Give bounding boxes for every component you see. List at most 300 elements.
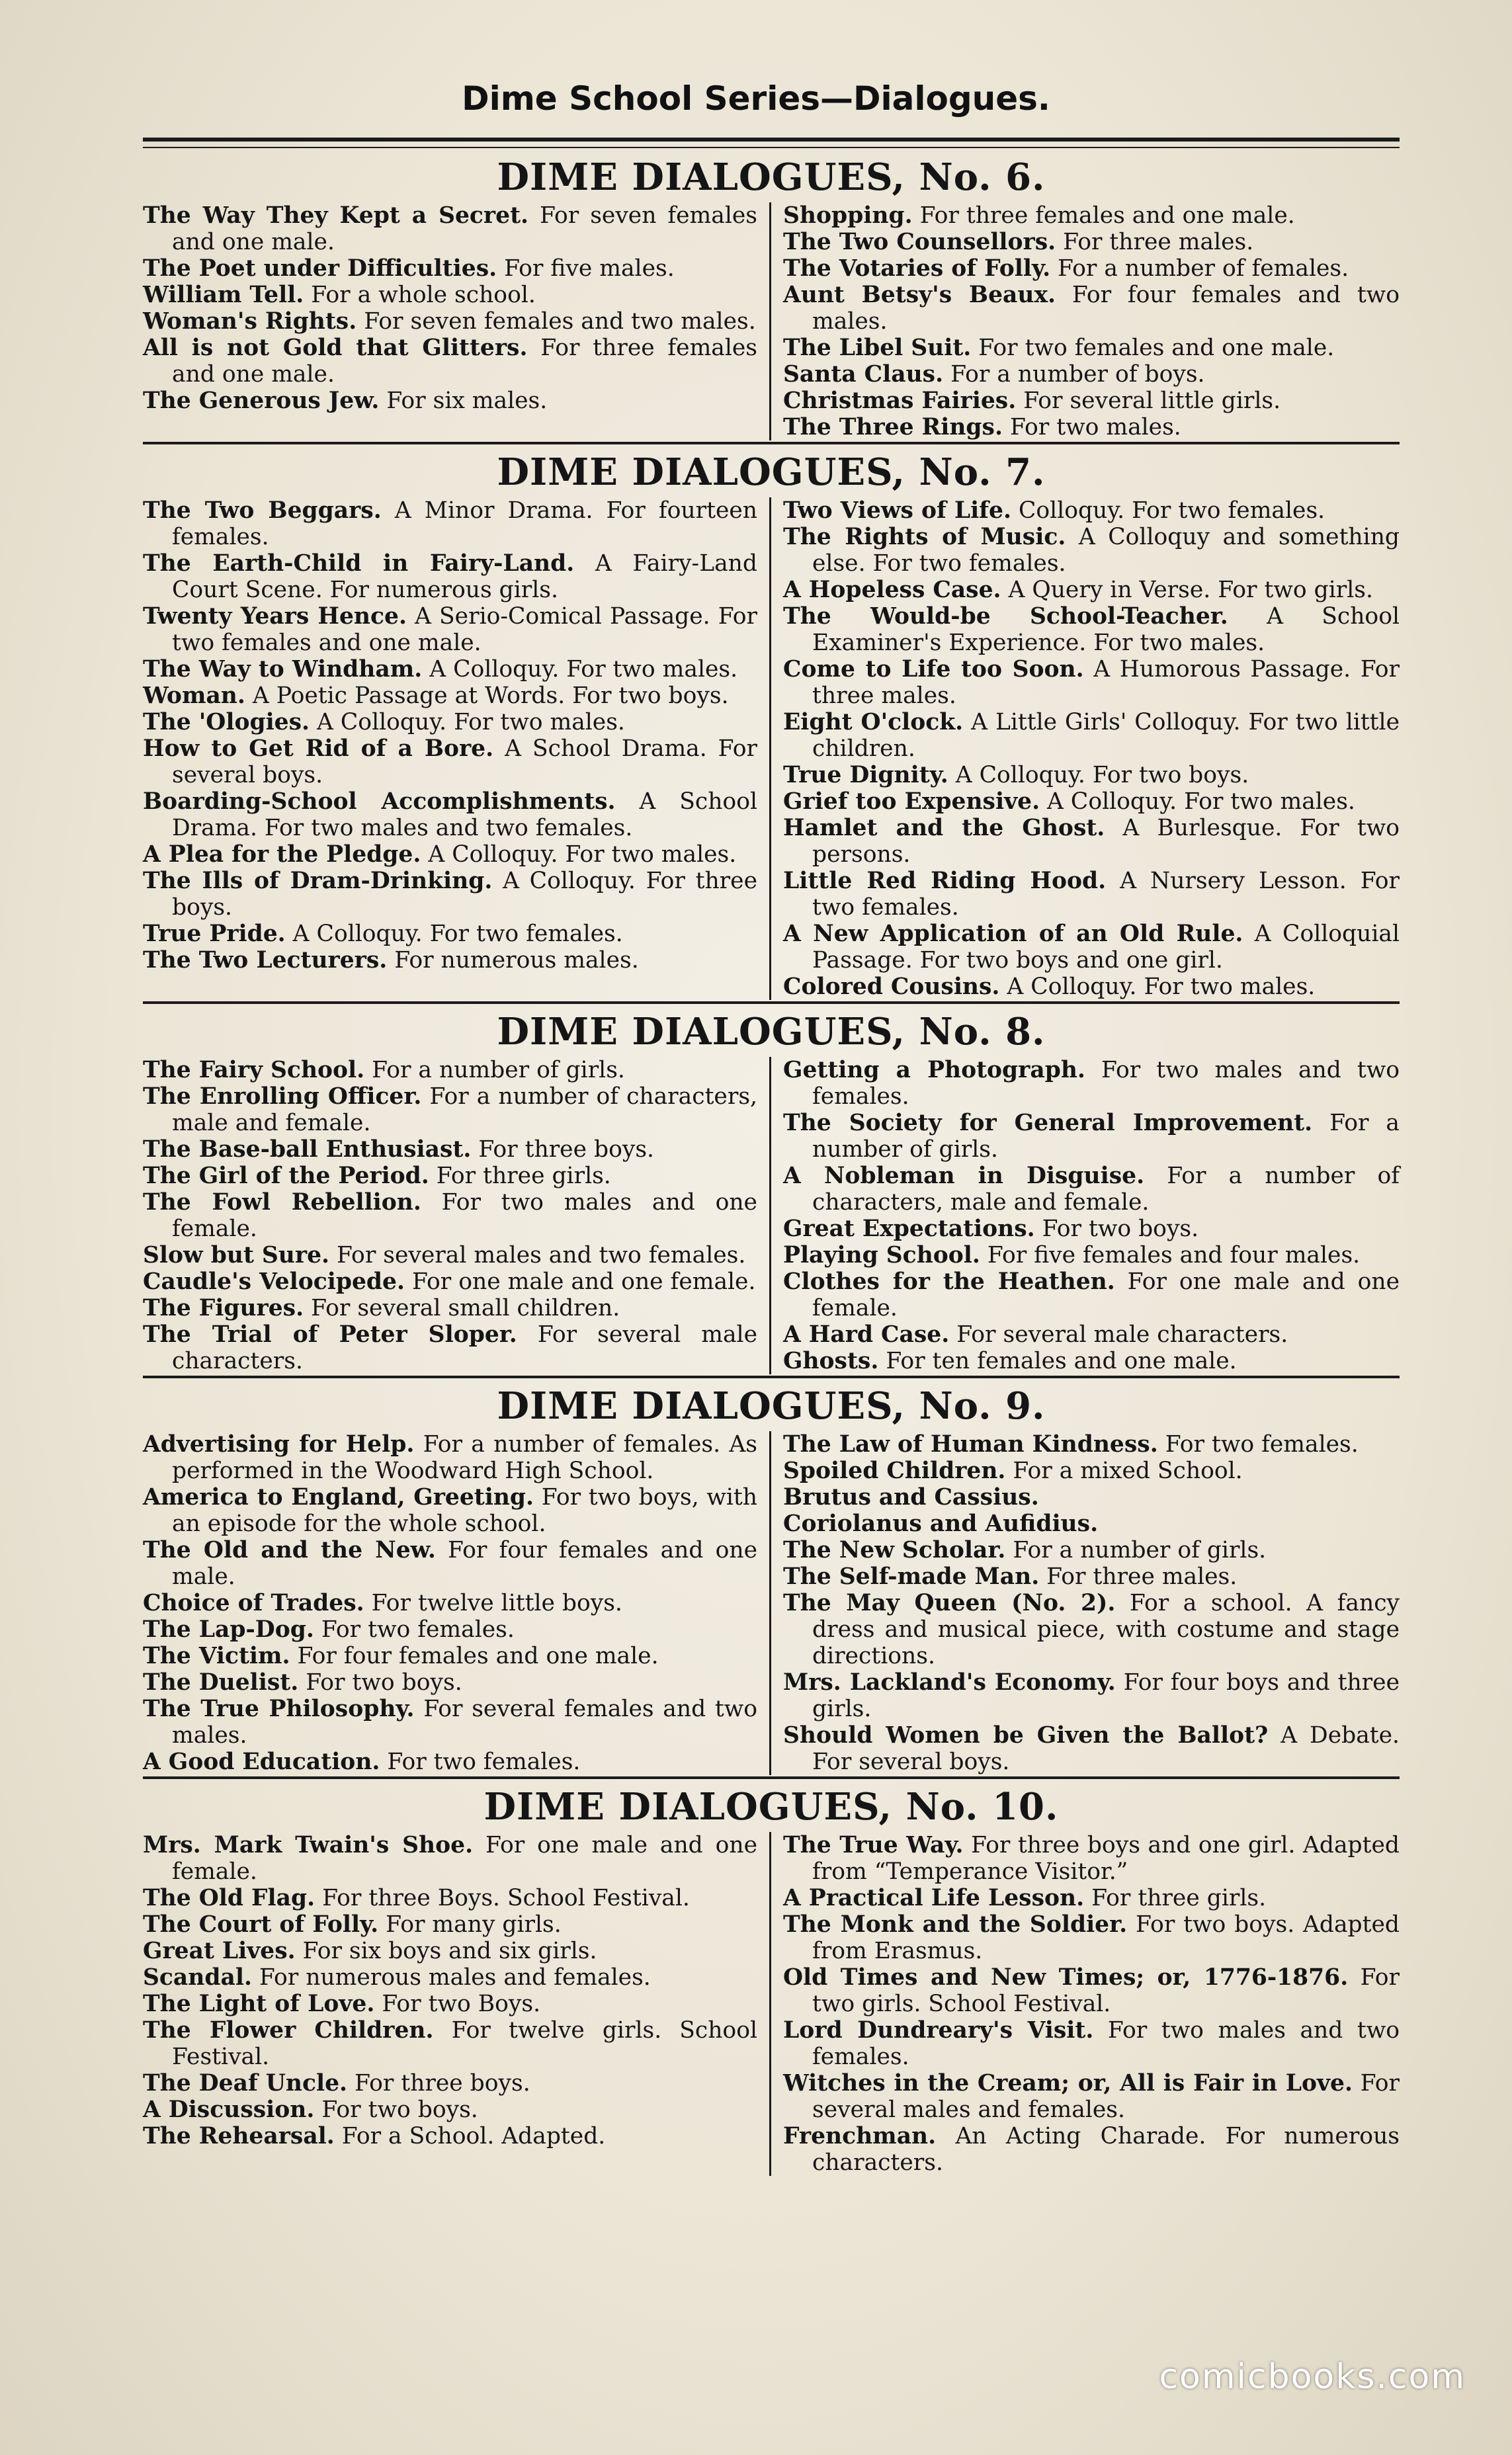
dialogue-entry <box>143 921 757 947</box>
dialogue-entry <box>143 308 757 335</box>
dialogue-title: William Tell. <box>143 282 304 308</box>
dialogue-title: The Earth-Child in Fairy-Land. <box>143 550 575 577</box>
section-heading: DIME DIALOGUES, No. 7. <box>497 450 1046 494</box>
dialogue-description: For two males and two females. <box>812 2017 1400 2070</box>
dialogue-title: The Monk and the Soldier. <box>783 1911 1128 1938</box>
dialogue-description: For a number of characters, male and female. <box>812 1163 1400 1216</box>
dialogue-description: For several males and females. <box>812 2070 1400 2123</box>
dialogue-description: For several male characters. <box>172 1321 758 1374</box>
dialogue-description: For seven females and two males. <box>364 308 756 335</box>
dialogue-description: A Colloquy and something else. For two females. <box>812 524 1400 577</box>
dialogue-description: A Query in Verse. For two girls. <box>1008 577 1373 603</box>
dialogue-title: Woman's Rights. <box>143 308 357 335</box>
dialogue-description: For two females and one male. <box>978 335 1335 361</box>
dialogue-entry <box>143 868 757 921</box>
dialogue-title: All is not Gold that Glitters. <box>143 335 528 361</box>
dialogue-title: Old Times and New Times; or, 1776-1876. <box>783 1964 1349 1991</box>
running-head: Dime School Series—Dialogues. <box>462 79 1050 118</box>
right-column <box>771 1057 1400 1374</box>
dialogue-entry <box>143 2070 757 2097</box>
dialogue-entry <box>143 1136 757 1163</box>
dialogue-title: The Victim. <box>143 1643 290 1669</box>
dialogue-entry <box>783 1911 1400 1964</box>
dialogue-description: Colloquy. For two females. <box>1018 497 1325 524</box>
dialogue-title: The Enrolling Officer. <box>143 1083 422 1110</box>
dialogue-entry <box>783 974 1400 1000</box>
dialogue-title: Slow but Sure. <box>143 1242 330 1269</box>
dialogue-title: True Pride. <box>143 921 286 947</box>
dialogue-entry <box>783 1269 1400 1321</box>
dialogue-description: For two males and two females. <box>812 1057 1400 1110</box>
dialogue-description: For one male and one female. <box>172 1832 757 1885</box>
dialogue-entry <box>783 1163 1400 1216</box>
dialogue-title: Great Expectations. <box>783 1216 1035 1242</box>
dialogue-title: America to England, Greeting. <box>143 1484 534 1511</box>
watermark: comicbooks.com <box>1159 2357 1466 2397</box>
dialogue-title: The Duelist. <box>143 1669 299 1696</box>
dialogue-entry <box>783 1216 1400 1242</box>
dialogue-description: For two females. <box>1165 1431 1359 1458</box>
dialogue-description: A Colloquy. For two males. <box>429 656 738 683</box>
dialogue-entry <box>143 1269 757 1295</box>
dialogue-description: For four females and one male. <box>297 1643 659 1669</box>
dialogue-entry <box>783 202 1400 229</box>
two-column-list <box>143 202 1400 440</box>
dialogue-entry <box>143 550 757 603</box>
dialogue-entry <box>143 947 757 974</box>
dialogue-entry <box>783 414 1400 440</box>
dialogue-title: Great Lives. <box>143 1938 296 1964</box>
dialogue-title: The Way They Kept a Secret. <box>143 202 529 229</box>
dialogue-section <box>143 1776 1400 2176</box>
section-heading: DIME DIALOGUES, No. 8. <box>497 1010 1046 1054</box>
dialogue-title: Shopping. <box>783 202 913 229</box>
dialogue-title: The Three Rings. <box>783 414 1003 440</box>
dialogue-description: For several little girls. <box>1023 388 1281 414</box>
dialogue-entry <box>783 229 1400 255</box>
right-column <box>771 1832 1400 2176</box>
dialogue-entry <box>783 762 1400 788</box>
dialogue-title: A Nobleman in Disguise. <box>783 1163 1145 1189</box>
dialogue-entry <box>783 282 1400 335</box>
dialogue-title: Clothes for the Heathen. <box>783 1269 1115 1295</box>
dialogue-entry <box>143 1964 757 1991</box>
dialogue-description: A Minor Drama. For fourteen females. <box>172 497 757 550</box>
dialogue-description: For three females and one male. <box>919 202 1295 229</box>
right-column <box>771 202 1400 440</box>
dialogue-entry <box>783 1431 1400 1458</box>
dialogue-description: For two boys. <box>306 1669 462 1696</box>
dialogue-entry <box>783 1537 1400 1563</box>
dialogue-description: A Colloquy. For two females. <box>292 921 623 947</box>
dialogue-title: The Flower Children. <box>143 2017 434 2044</box>
section-divider <box>143 442 1400 444</box>
dialogue-title: The Base-ball Enthusiast. <box>143 1136 472 1163</box>
dialogue-description: For four females and one male. <box>172 1537 757 1590</box>
dialogue-title: True Dignity. <box>783 762 948 788</box>
dialogue-entry <box>143 1749 757 1775</box>
dialogue-description: For three males. <box>1046 1563 1238 1590</box>
dialogue-title: A Discussion. <box>143 2097 315 2123</box>
dialogue-description: For two boys. <box>1042 1216 1199 1242</box>
dialogue-entry <box>783 2123 1400 2176</box>
dialogue-title: The Fairy School. <box>143 1057 365 1083</box>
dialogue-catalog <box>143 153 1400 2176</box>
dialogue-title: Santa Claus. <box>783 361 944 388</box>
dialogue-title: The Generous Jew. <box>143 388 380 414</box>
dialogue-title: Mrs. Lackland's Economy. <box>783 1669 1116 1696</box>
dialogue-description: For three boys. <box>478 1136 655 1163</box>
dialogue-entry <box>143 1083 757 1136</box>
dialogue-entry <box>783 656 1400 709</box>
dialogue-entry <box>143 735 757 788</box>
section-divider <box>143 1376 1400 1378</box>
dialogue-title: Colored Cousins. <box>783 974 1000 1000</box>
dialogue-description: A School Drama. For several boys. <box>172 735 757 788</box>
left-column <box>143 1057 771 1374</box>
dialogue-description: For three boys. <box>355 2070 530 2097</box>
dialogue-title: The Society for General Improvement. <box>783 1110 1313 1136</box>
dialogue-description: For twelve girls. School Festival. <box>172 2017 758 2070</box>
dialogue-title: Come to Life too Soon. <box>783 656 1084 683</box>
dialogue-entry <box>783 1964 1400 2017</box>
dialogue-description: For numerous males and females. <box>259 1964 651 1991</box>
dialogue-title: A New Application of an Old Rule. <box>783 921 1243 947</box>
dialogue-title: The Fowl Rebellion. <box>143 1189 421 1216</box>
dialogue-entry <box>143 1431 757 1484</box>
dialogue-title: Coriolanus and Aufidius. <box>783 1511 1099 1537</box>
dialogue-entry <box>143 1938 757 1964</box>
dialogue-description: For five males. <box>504 255 675 282</box>
dialogue-title: Twenty Years Hence. <box>143 603 407 630</box>
dialogue-title: The Rehearsal. <box>143 2123 335 2149</box>
dialogue-description: For three girls. <box>436 1163 611 1189</box>
left-column <box>143 1832 771 2176</box>
dialogue-entry <box>143 683 757 709</box>
dialogue-title: The Two Counsellors. <box>783 229 1056 255</box>
dialogue-entry <box>783 1590 1400 1669</box>
dialogue-description: A Little Girls' Colloquy. For two little children. <box>812 709 1400 762</box>
dialogue-title: Little Red Riding Hood. <box>783 868 1107 894</box>
dialogue-title: The Law of Human Kindness. <box>783 1431 1158 1458</box>
dialogue-entry <box>143 841 757 868</box>
dialogue-entry <box>143 1242 757 1269</box>
dialogue-entry <box>143 709 757 735</box>
dialogue-entry <box>143 1590 757 1616</box>
two-column-list <box>143 497 1400 1000</box>
dialogue-title: Hamlet and the Ghost. <box>783 815 1105 841</box>
dialogue-section <box>143 153 1400 440</box>
dialogue-entry <box>783 1832 1400 1885</box>
dialogue-title: The Votaries of Folly. <box>783 255 1051 282</box>
dialogue-title: Getting a Photograph. <box>783 1057 1085 1083</box>
two-column-list <box>143 1832 1400 2176</box>
dialogue-title: The Rights of Music. <box>783 524 1066 550</box>
dialogue-title: The True Philosophy. <box>143 1696 415 1722</box>
dialogue-entry <box>783 1563 1400 1590</box>
dialogue-entry <box>783 335 1400 361</box>
dialogue-entry <box>783 1885 1400 1911</box>
dialogue-title: Should Women be Given the Ballot? <box>783 1722 1269 1749</box>
dialogue-entry <box>143 603 757 656</box>
section-divider <box>143 1001 1400 1004</box>
dialogue-entry <box>143 1295 757 1321</box>
dialogue-title: The 'Ologies. <box>143 709 310 735</box>
dialogue-description: For several small children. <box>311 1295 620 1321</box>
dialogue-title: The Trial of Peter Sloper. <box>143 1321 517 1348</box>
dialogue-description: For two boys. <box>321 2097 478 2123</box>
dialogue-title: The Libel Suit. <box>783 335 972 361</box>
dialogue-entry <box>783 1242 1400 1269</box>
dialogue-entry <box>143 1616 757 1643</box>
top-rule <box>143 138 1400 142</box>
dialogue-entry <box>143 656 757 683</box>
dialogue-description: A School Drama. For two males and two females. <box>172 788 757 841</box>
dialogue-entry <box>143 497 757 550</box>
dialogue-entry <box>143 2097 757 2123</box>
dialogue-title: The Deaf Uncle. <box>143 2070 348 2097</box>
dialogue-description: A School Examiner's Experience. For two males. <box>812 603 1400 656</box>
dialogue-description: A Colloquy. For two males. <box>1047 788 1355 815</box>
left-column <box>143 1431 771 1775</box>
dialogue-description: A Burlesque. For two persons. <box>812 815 1400 868</box>
dialogue-description: A Nursery Lesson. For two females. <box>812 868 1400 921</box>
dialogue-title: Grief too Expensive. <box>783 788 1040 815</box>
dialogue-entry <box>143 1991 757 2017</box>
dialogue-description: For twelve little boys. <box>371 1590 622 1616</box>
dialogue-description: For a school. A fancy dress and musical piece, with costume and stage directions. <box>812 1590 1400 1669</box>
dialogue-title: A Good Education. <box>143 1749 380 1775</box>
dialogue-description: A Colloquy. For two males. <box>1007 974 1316 1000</box>
dialogue-title: A Hopeless Case. <box>783 577 1001 603</box>
dialogue-description: For a whole school. <box>311 282 536 308</box>
dialogue-title: Eight O'clock. <box>783 709 964 735</box>
dialogue-title: The Girl of the Period. <box>143 1163 429 1189</box>
dialogue-entry <box>143 1669 757 1696</box>
dialogue-entry <box>143 1643 757 1669</box>
dialogue-title: Two Views of Life. <box>783 497 1011 524</box>
dialogue-description: A Colloquial Passage. For two boys and one girl. <box>812 921 1400 974</box>
right-column <box>771 497 1400 1000</box>
left-column <box>143 497 771 1000</box>
dialogue-description: For two Boys. <box>382 1991 541 2017</box>
dialogue-title: How to Get Rid of a Bore. <box>143 735 494 762</box>
dialogue-entry <box>783 497 1400 524</box>
dialogue-entry <box>143 2017 757 2070</box>
dialogue-title: The Old Flag. <box>143 1885 315 1911</box>
dialogue-description: For a number of females. As performed in the Woodward High School. <box>172 1431 757 1484</box>
dialogue-description: For a mixed School. <box>1013 1458 1243 1484</box>
dialogue-entry <box>783 1110 1400 1163</box>
dialogue-title: The Way to Windham. <box>143 656 423 683</box>
dialogue-title: The Lap-Dog. <box>143 1616 314 1643</box>
right-column <box>771 1431 1400 1775</box>
dialogue-description: For four females and two males. <box>812 282 1400 335</box>
dialogue-description: For a number of girls. <box>1013 1537 1267 1563</box>
dialogue-entry <box>143 788 757 841</box>
dialogue-title: Mrs. Mark Twain's Shoe. <box>143 1832 474 1858</box>
dialogue-entry <box>783 709 1400 762</box>
section-heading: DIME DIALOGUES, No. 10. <box>483 1785 1059 1829</box>
dialogue-entry <box>783 1722 1400 1775</box>
dialogue-title: Spoiled Children. <box>783 1458 1006 1484</box>
dialogue-description: For seven females and one male. <box>172 202 757 255</box>
dialogue-description: For a School. Adapted. <box>341 2123 606 2149</box>
dialogue-entry <box>143 255 757 282</box>
dialogue-description: A Colloquy. For two males. <box>317 709 625 735</box>
dialogue-description: For several male characters. <box>956 1321 1288 1348</box>
dialogue-description: For two girls. School Festival. <box>812 1964 1400 2017</box>
dialogue-entry <box>143 335 757 388</box>
dialogue-entry <box>143 388 757 414</box>
dialogue-description: For six males. <box>386 388 548 414</box>
dialogue-description: For three boys and one girl. Adapted from “Temperance Visitor.” <box>812 1832 1400 1885</box>
dialogue-title: A Hard Case. <box>783 1321 950 1348</box>
dialogue-title: The Ills of Dram-Drinking. <box>143 868 493 894</box>
dialogue-entry <box>783 868 1400 921</box>
dialogue-title: The Two Beggars. <box>143 497 382 524</box>
left-column <box>143 202 771 440</box>
dialogue-title: Caudle's Velocipede. <box>143 1269 405 1295</box>
dialogue-title: A Plea for the Pledge. <box>143 841 421 868</box>
dialogue-entry <box>783 788 1400 815</box>
dialogue-description: For two boys. Adapted from Erasmus. <box>812 1911 1400 1964</box>
dialogue-title: Brutus and Cassius. <box>783 1484 1039 1511</box>
dialogue-section <box>143 442 1400 1000</box>
dialogue-entry <box>143 1832 757 1885</box>
dialogue-entry <box>143 282 757 308</box>
dialogue-title: The Poet under Difficulties. <box>143 255 497 282</box>
dialogue-description: A Colloquy. For three boys. <box>172 868 757 921</box>
dialogue-description: For five females and four males. <box>987 1242 1361 1269</box>
dialogue-title: Aunt Betsy's Beaux. <box>783 282 1056 308</box>
dialogue-title: Advertising for Help. <box>143 1431 415 1458</box>
dialogue-entry <box>783 1458 1400 1484</box>
dialogue-entry <box>783 524 1400 577</box>
dialogue-description: For six boys and six girls. <box>302 1938 597 1964</box>
dialogue-description: For one male and one female. <box>411 1269 756 1295</box>
dialogue-title: The New Scholar. <box>783 1537 1006 1563</box>
dialogue-entry <box>783 1669 1400 1722</box>
dialogue-title: Ghosts. <box>783 1348 879 1374</box>
dialogue-description: For a number of females. <box>1058 255 1349 282</box>
dialogue-description: For a number of boys. <box>950 361 1205 388</box>
dialogue-entry <box>783 1057 1400 1110</box>
dialogue-entry <box>143 2123 757 2149</box>
dialogue-entry <box>783 1348 1400 1374</box>
dialogue-title: The True Way. <box>783 1832 964 1858</box>
dialogue-entry <box>783 921 1400 974</box>
dialogue-title: Woman. <box>143 683 245 709</box>
section-divider <box>143 1776 1400 1779</box>
dialogue-description: For one male and one female. <box>812 1269 1400 1321</box>
dialogue-entry <box>783 1484 1400 1511</box>
dialogue-entry <box>783 1511 1400 1537</box>
dialogue-description: A Colloquy. For two males. <box>428 841 737 868</box>
dialogue-entry <box>143 1163 757 1189</box>
dialogue-description: For two boys, with an episode for the whole school. <box>172 1484 758 1537</box>
dialogue-entry <box>143 1537 757 1590</box>
dialogue-title: The Figures. <box>143 1295 304 1321</box>
dialogue-title: Lord Dundreary's Visit. <box>783 2017 1094 2044</box>
dialogue-entry <box>143 1911 757 1938</box>
dialogue-title: The Would-be School-Teacher. <box>783 603 1228 630</box>
dialogue-description: A Colloquy. For two boys. <box>955 762 1249 788</box>
dialogue-section <box>143 1001 1400 1374</box>
dialogue-entry <box>783 603 1400 656</box>
dialogue-title: Choice of Trades. <box>143 1590 364 1616</box>
dialogue-description: For three girls. <box>1091 1885 1267 1911</box>
dialogue-entry <box>783 2070 1400 2123</box>
top-rule-thin <box>143 147 1400 148</box>
dialogue-entry <box>783 577 1400 603</box>
dialogue-description: For two females. <box>321 1616 515 1643</box>
dialogue-title: Playing School. <box>783 1242 980 1269</box>
dialogue-title: The Old and the New. <box>143 1537 436 1563</box>
dialogue-entry <box>143 1057 757 1083</box>
dialogue-entry <box>783 815 1400 868</box>
section-heading: DIME DIALOGUES, No. 6. <box>497 155 1046 199</box>
dialogue-description: A Debate. For several boys. <box>812 1722 1400 1775</box>
dialogue-title: Frenchman. <box>783 2123 937 2149</box>
dialogue-description: For many girls. <box>386 1911 562 1938</box>
dialogue-description: For a number of characters, male and female. <box>172 1083 758 1136</box>
two-column-list <box>143 1057 1400 1374</box>
dialogue-title: Witches in the Cream; or, All is Fair in Love. <box>783 2070 1353 2097</box>
dialogue-entry <box>783 255 1400 282</box>
dialogue-description: A Poetic Passage at Words. For two boys. <box>252 683 729 709</box>
dialogue-title: The Self-made Man. <box>783 1563 1040 1590</box>
dialogue-description: For three females and one male. <box>172 335 758 388</box>
dialogue-description: For a number of girls. <box>812 1110 1400 1163</box>
dialogue-entry <box>783 1321 1400 1348</box>
dialogue-title: The Two Lecturers. <box>143 947 388 974</box>
dialogue-description: For three males. <box>1063 229 1254 255</box>
dialogue-description: For two males and one female. <box>172 1189 757 1242</box>
two-column-list <box>143 1431 1400 1775</box>
dialogue-description: A Fairy-Land Court Scene. For numerous girls. <box>172 550 757 603</box>
dialogue-description: For four boys and three girls. <box>812 1669 1400 1722</box>
dialogue-section <box>143 1376 1400 1775</box>
dialogue-description: For several females and two males. <box>172 1696 758 1749</box>
dialogue-description: For a number of girls. <box>372 1057 625 1083</box>
dialogue-entry <box>783 361 1400 388</box>
dialogue-description: An Acting Charade. For numerous characters. <box>812 2123 1400 2176</box>
dialogue-description: For two females. <box>387 1749 581 1775</box>
dialogue-description: For two males. <box>1009 414 1181 440</box>
section-heading: DIME DIALOGUES, No. 9. <box>497 1384 1046 1428</box>
dialogue-entry <box>143 202 757 255</box>
dialogue-entry <box>143 1885 757 1911</box>
dialogue-description: For several males and two females. <box>337 1242 746 1269</box>
dialogue-description: For ten females and one male. <box>886 1348 1237 1374</box>
dialogue-title: The Light of Love. <box>143 1991 375 2017</box>
dialogue-entry <box>143 1696 757 1749</box>
dialogue-entry <box>143 1321 757 1374</box>
dialogue-entry <box>143 1189 757 1242</box>
dialogue-title: The Court of Folly. <box>143 1911 379 1938</box>
dialogue-entry <box>783 2017 1400 2070</box>
dialogue-title: Christmas Fairies. <box>783 388 1017 414</box>
dialogue-title: Scandal. <box>143 1964 252 1991</box>
dialogue-title: The May Queen (No. 2). <box>783 1590 1116 1616</box>
dialogue-description: For three Boys. School Festival. <box>322 1885 690 1911</box>
dialogue-description: For numerous males. <box>394 947 639 974</box>
dialogue-title: Boarding-School Accomplishments. <box>143 788 616 815</box>
dialogue-entry <box>783 388 1400 414</box>
dialogue-entry <box>143 1484 757 1537</box>
dialogue-description: A Serio-Comical Passage. For two females and one male. <box>172 603 758 656</box>
